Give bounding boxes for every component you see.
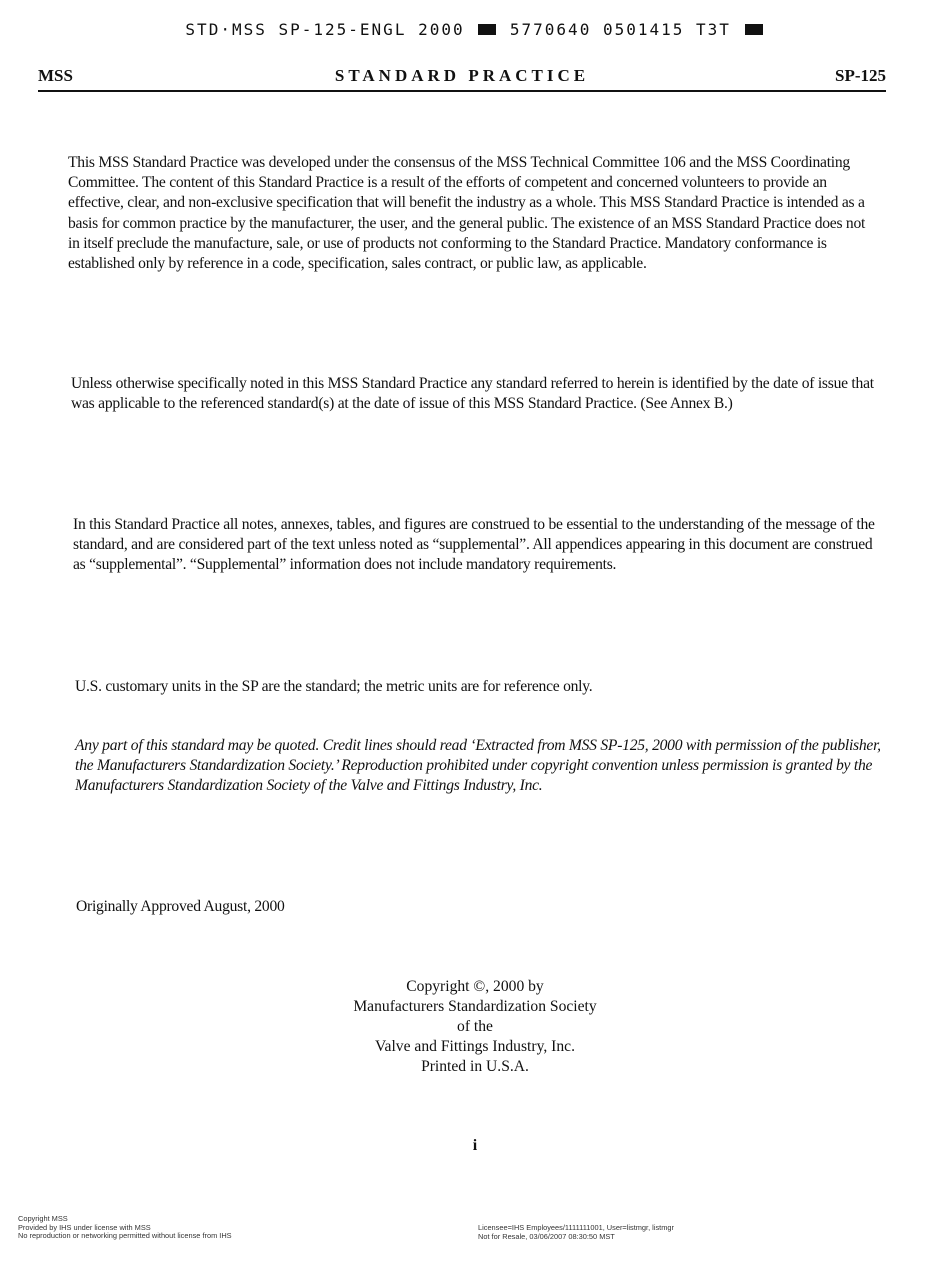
printed-in: Printed in U.S.A. [421,1058,529,1075]
footer-no-reproduction: No reproduction or networking permitted without license from IHS [18,1231,232,1241]
page-header [38,64,886,92]
page-number: i [472,1137,478,1154]
document-code-part2: 5770640 0501415 T3T [509,20,731,39]
copyright-society: Manufacturers Standardization Society [353,998,597,1015]
supplemental-paragraph: In this Standard Practice all notes, annexes, tables, and figures are construed to be essential to the understanding of the message of the standard, and are considered part of the text unless noted as “supplemental”. All appendices appearing in this document are construed as “supplemental”. “Supplemental” information does not include mandatory requirements. [73,516,875,574]
units-paragraph: U.S. customary units in the SP are the standard; the metric units are for reference only. [75,678,593,695]
document-code-line [0,20,950,39]
document-code-part1: STD·MSS SP-125-ENGL 2000 [185,20,465,39]
quotation-permission-paragraph: Any part of this standard may be quoted. Credit lines should read ‘Extracted from MSS SP-125, 2000 with permission of the publisher, the Manufacturers Standardization Society.’ Reproduction prohibited under copyright convention unless permission is granted by the Manufacturers Standardization Society of the Valve and Fittings Industry, Inc. [75,737,881,795]
header-org: MSS [38,66,73,85]
header-doc-id: SP-125 [835,66,886,85]
footer-licensee: Licensee=IHS Employees/1111111001, User=listmgr, listmgr [478,1223,674,1232]
copyright-of-the: of the [457,1018,493,1035]
footer-not-for-resale: Not for Resale, 03/06/2007 08:30:50 MST [478,1231,615,1241]
approval-date: Originally Approved August, 2000 [76,898,285,915]
copyright-industry: Valve and Fittings Industry, Inc. [375,1038,575,1055]
black-block-mark [745,24,763,35]
header-title: STANDARD PRACTICE [334,66,590,85]
copyright-block [0,977,950,1077]
footer-copyright: Copyright MSS [18,1214,68,1223]
footer-license-right [478,1224,674,1241]
copyright-line: Copyright ©, 2000 by [406,978,544,995]
referenced-standards-paragraph: Unless otherwise specifically noted in this MSS Standard Practice any standard referred to herein is identified by the date of issue that was applicable to the referenced standard(s) at the date of issue of this MSS Standard Practice. (See Annex B.) [71,375,874,413]
footer-provided-by: Provided by IHS under license with MSS [18,1222,151,1232]
footer-license-left [18,1215,232,1241]
consensus-paragraph: This MSS Standard Practice was developed under the consensus of the MSS Technical Committee 106 and the MSS Coordinating Committee. The content of this Standard Practice is a result of the efforts of competent and concerned volunteers to provide an effective, clear, and non-exclusive specification that will benefit the industry as a whole. This MSS Standard Practice is intended as a basis for common practice by the manufacturer, the user, and the general public. The existence of an MSS Standard Practice does not in itself preclude the manufacture, sale, or use of products not conforming to the Standard Practice. Mandatory conformance is established only by reference in a code, specification, sales contract, or public law, as applicable. [68,154,866,273]
black-block-mark [478,24,496,35]
